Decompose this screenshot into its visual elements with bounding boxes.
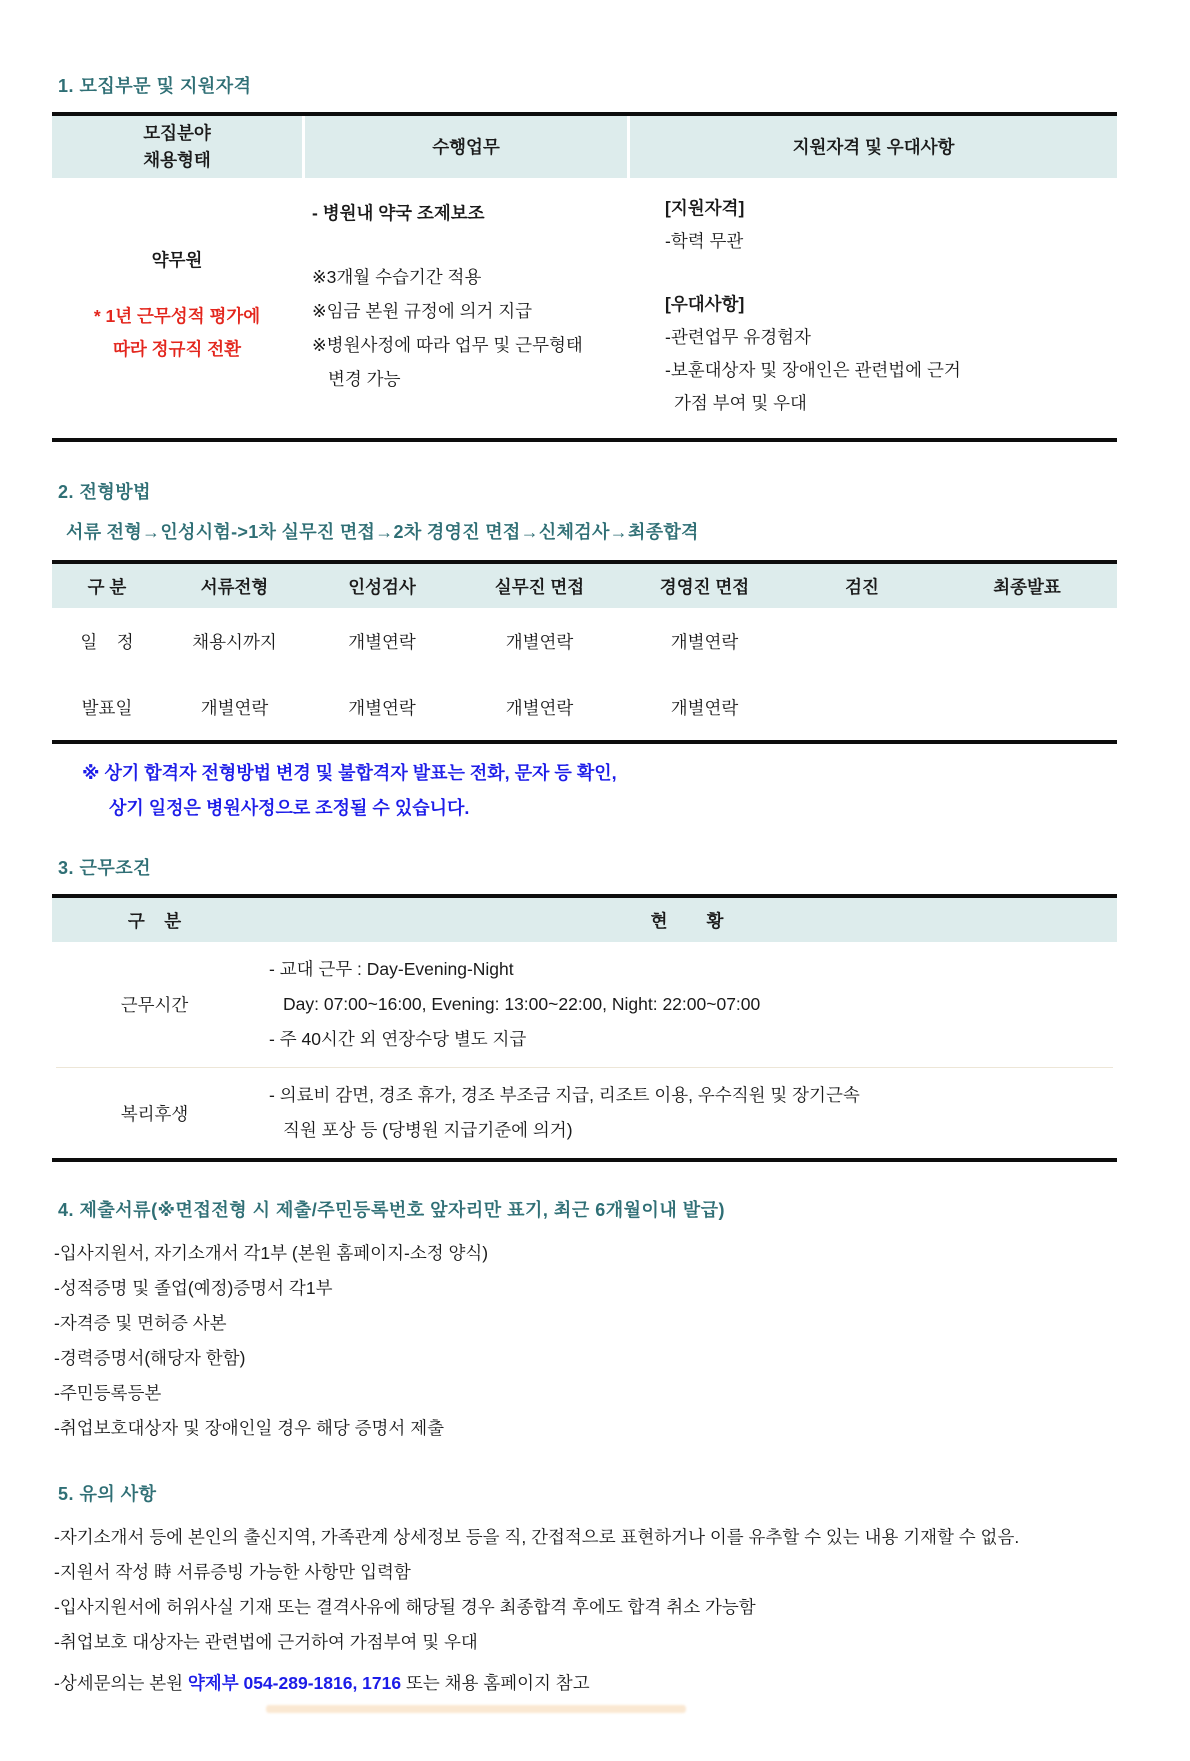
schedule-note xyxy=(82,756,1117,826)
preference-header: [우대사항] xyxy=(665,294,745,314)
section3-heading: 3. 근무조건 xyxy=(58,858,152,878)
recruitment-table xyxy=(52,112,1117,442)
schedule-header-exec-interview: 경영진 면접 xyxy=(622,564,787,608)
header-recruit-field-line2: 채용형태 xyxy=(143,150,211,170)
qualification-header: [지원자격] xyxy=(665,198,745,218)
header-recruit-field xyxy=(52,116,302,178)
schedule-value: 개별연락 xyxy=(505,631,574,652)
cell-position xyxy=(52,192,302,420)
working-hours-line: Day: 07:00~16:00, Evening: 13:00~22:00, Night: 22:00~07:00 xyxy=(283,994,761,1014)
cell-duties xyxy=(302,192,627,420)
schedule-note-line2: 상기 일정은 병원사정으로 조정될 수 있습니다. xyxy=(109,798,470,818)
section4-heading: 4. 제출서류(※면접전형 시 제출/주민등록번호 앞자리만 표기, 최근 6개월이내 발급) xyxy=(58,1200,726,1220)
submission-item: -성적증명 및 졸업(예정)증명서 각1부 xyxy=(54,1278,333,1298)
working-hours-line: - 교대 근무 : Day-Evening-Night xyxy=(269,959,514,979)
schedule-value: 개별연락 xyxy=(670,631,739,652)
announce-value: 개별연락 xyxy=(200,697,269,718)
highlight-smudge xyxy=(266,1705,686,1713)
schedule-header-final: 최종발표 xyxy=(937,564,1117,608)
duty-notes xyxy=(312,260,627,396)
schedule-value: 개별연락 xyxy=(348,631,416,652)
conditions-header-category: 구 분 xyxy=(52,898,257,942)
submission-item: -취업보호대상자 및 장애인일 경우 해당 증명서 제출 xyxy=(54,1418,445,1438)
schedule-header-personality: 인성검사 xyxy=(307,564,457,608)
working-conditions-table xyxy=(52,894,1117,1162)
working-hours-content xyxy=(257,952,1117,1057)
header-duties: 수행업무 xyxy=(302,116,627,178)
announce-value: 개별연락 xyxy=(505,697,574,718)
welfare-content xyxy=(257,1078,1117,1148)
spacer xyxy=(665,258,1117,288)
duty-note: ※3개월 수습기간 적용 xyxy=(312,267,482,287)
submission-item: -주민등록등본 xyxy=(54,1383,162,1403)
header-recruit-field-line1: 모집분야 xyxy=(143,123,211,143)
recruitment-table-body xyxy=(52,178,1117,438)
working-hours-line: - 주 40시간 외 연장수당 별도 지급 xyxy=(269,1029,527,1049)
preference-item-continuation: 가점 부여 및 우대 xyxy=(674,393,807,413)
submission-item: -경력증명서(해당자 한함) xyxy=(54,1348,246,1368)
spacer xyxy=(52,1446,1117,1480)
working-hours-row xyxy=(52,942,1117,1067)
welfare-line: - 의료비 감면, 경조 휴가, 경조 부조금 지급, 리조트 이용, 우수직원 및 장기근속 xyxy=(269,1085,860,1105)
welfare-line: 직원 포상 등 (당병원 지급기준에 의거) xyxy=(283,1120,573,1140)
duty-note: ※병원사정에 따라 업무 및 근무형태 xyxy=(312,335,583,355)
note-item: -취업보호 대상자는 관련법에 근거하여 가점부여 및 우대 xyxy=(54,1632,478,1652)
selection-process-flow: 서류 전형→인성시험->1차 실무진 면접→2차 경영진 면접→신체검사→최종합격 xyxy=(66,522,699,542)
submission-item: -자격증 및 면허증 사본 xyxy=(54,1313,227,1333)
schedule-row-label: 일 정 xyxy=(80,631,134,652)
schedule-header-category: 구 분 xyxy=(52,564,162,608)
schedule-note-line1: ※ 상기 합격자 전형방법 변경 및 불합격자 발표는 전화, 문자 등 확인, xyxy=(82,763,617,783)
checkup-merged-value xyxy=(787,608,937,740)
notes-list xyxy=(52,1520,1117,1701)
conversion-note-line2: 따라 정규직 전환 xyxy=(112,338,242,359)
section2-heading: 2. 전형방법 xyxy=(58,482,152,502)
final-merged-value xyxy=(937,608,1117,740)
contact-phone: 약제부 054-289-1816, 1716 xyxy=(187,1673,402,1693)
schedule-header-checkup: 검진 xyxy=(787,564,937,608)
contact-info-line xyxy=(54,1666,1117,1701)
preference-item: -보훈대상자 및 장애인은 관련법에 근거 xyxy=(665,360,961,380)
schedule-value: 채용시까지 xyxy=(192,631,277,652)
schedule-header-staff-interview: 실무진 면접 xyxy=(457,564,622,608)
qualification-item: -학력 무관 xyxy=(665,231,744,251)
spacer xyxy=(52,1162,1117,1196)
conversion-note xyxy=(94,300,260,366)
conversion-note-line1: * 1년 근무성적 평가에 xyxy=(93,305,261,326)
spacer xyxy=(52,826,1117,854)
duty-note: ※임금 본원 규정에 의거 지급 xyxy=(312,301,533,321)
conditions-header-status: 현 황 xyxy=(257,898,1117,942)
submission-item: -입사지원서, 자기소개서 각1부 (본원 홈페이지-소정 양식) xyxy=(54,1243,489,1263)
note-item: -지원서 작성 時 서류증빙 가능한 사항만 입력함 xyxy=(54,1562,411,1582)
header-qualifications: 지원자격 및 우대사항 xyxy=(627,116,1117,178)
announce-value: 개별연락 xyxy=(670,697,739,718)
contact-prefix: -상세문의는 본원 xyxy=(54,1673,188,1693)
schedule-header-document: 서류전형 xyxy=(162,564,307,608)
duty-main: - 병원내 약국 조제보조 xyxy=(312,203,485,223)
welfare-row xyxy=(52,1068,1117,1158)
welfare-label: 복리후생 xyxy=(120,1103,189,1124)
working-conditions-header xyxy=(52,898,1117,942)
announce-row-label: 발표일 xyxy=(81,697,133,718)
section5-heading: 5. 유의 사항 xyxy=(58,1484,157,1504)
selection-schedule-table xyxy=(52,560,1117,744)
section1-heading: 1. 모집부문 및 지원자격 xyxy=(58,76,252,96)
note-item: -입사지원서에 허위사실 기재 또는 결격사유에 해당될 경우 최종합격 후에도 합격 취소 가능함 xyxy=(54,1597,756,1617)
cell-qualifications xyxy=(627,192,1117,420)
submission-documents-list xyxy=(52,1236,1117,1446)
preference-item: -관련업무 유경험자 xyxy=(665,327,811,347)
working-hours-label: 근무시간 xyxy=(120,995,189,1015)
contact-suffix: 또는 채용 홈페이지 참고 xyxy=(401,1673,590,1693)
announce-value: 개별연락 xyxy=(348,697,416,718)
recruitment-table-header xyxy=(52,116,1117,178)
duty-note-continuation: 변경 가능 xyxy=(328,369,401,389)
spacer xyxy=(52,442,1117,478)
position-name: 약무원 xyxy=(151,249,203,270)
note-item: -자기소개서 등에 본인의 출신지역, 가족관계 상세정보 등을 직, 간접적으로 표현하거나 이를 유추할 수 있는 내용 기재할 수 없음. xyxy=(54,1527,1020,1547)
